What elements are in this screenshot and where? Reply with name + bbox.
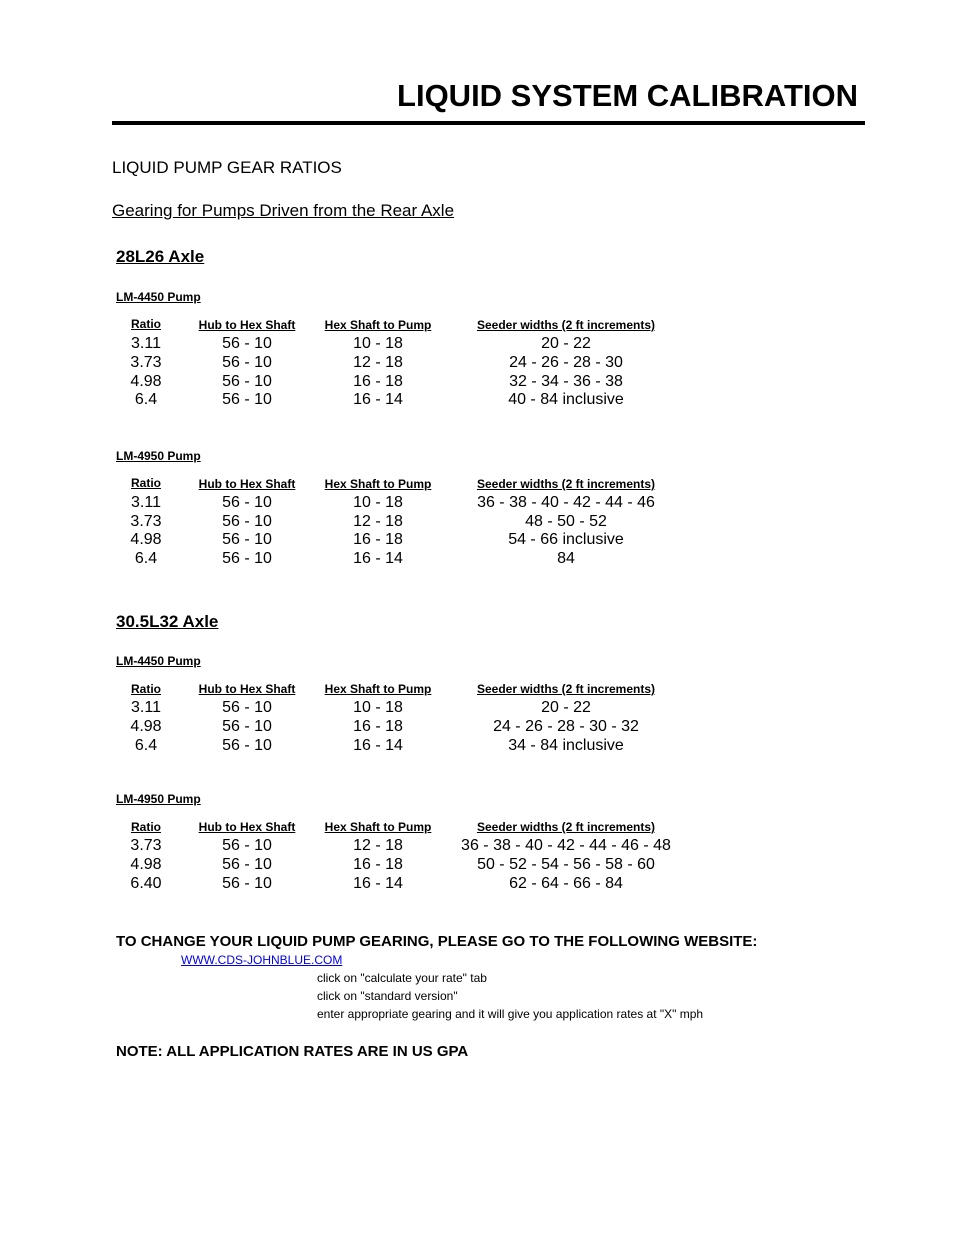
cell-ratio: 6.4 bbox=[134, 550, 158, 567]
units-note: NOTE: ALL APPLICATION RATES ARE IN US GPA bbox=[116, 1043, 469, 1060]
website-link[interactable]: WWW.CDS-JOHNBLUE.COM bbox=[181, 953, 343, 967]
cell-seeder: 20 - 22 bbox=[541, 699, 591, 716]
col-header-hub: Hub to Hex Shaft bbox=[198, 820, 296, 834]
col-header-hex: Hex Shaft to Pump bbox=[324, 318, 432, 332]
title-rule bbox=[112, 121, 865, 125]
cell-ratio: 6.4 bbox=[134, 391, 158, 408]
cell-hub: 56 - 10 bbox=[222, 335, 272, 352]
cell-hub: 56 - 10 bbox=[222, 494, 272, 511]
cell-hex: 16 - 14 bbox=[353, 550, 403, 567]
cell-hub: 56 - 10 bbox=[222, 391, 272, 408]
cell-hex: 10 - 18 bbox=[353, 335, 403, 352]
instruction-step: enter appropriate gearing and it will give you application rates at "X" mph bbox=[317, 1007, 704, 1021]
cell-hub: 56 - 10 bbox=[222, 354, 272, 371]
cell-ratio: 4.98 bbox=[130, 531, 162, 548]
cell-ratio: 3.73 bbox=[130, 837, 162, 854]
cell-hex: 10 - 18 bbox=[353, 699, 403, 716]
axle-heading-30-5l32: 30.5L32 Axle bbox=[116, 612, 219, 631]
instruction-step: click on "standard version" bbox=[317, 989, 458, 1003]
cell-ratio: 3.73 bbox=[130, 354, 162, 371]
cell-hex: 16 - 14 bbox=[353, 391, 403, 408]
subheading: Gearing for Pumps Driven from the Rear Axle bbox=[112, 201, 455, 220]
cell-ratio: 3.11 bbox=[131, 494, 161, 511]
cell-hub: 56 - 10 bbox=[222, 856, 272, 873]
col-header-ratio: Ratio bbox=[131, 476, 161, 490]
col-header-hub: Hub to Hex Shaft bbox=[198, 682, 296, 696]
cell-seeder: 32 - 34 - 36 - 38 bbox=[509, 373, 623, 390]
cell-hub: 56 - 10 bbox=[222, 718, 272, 735]
cell-seeder: 50 - 52 - 54 - 56 - 58 - 60 bbox=[477, 856, 655, 873]
cell-ratio: 3.11 bbox=[131, 699, 161, 716]
col-header-ratio: Ratio bbox=[131, 682, 161, 696]
cell-ratio: 4.98 bbox=[130, 718, 162, 735]
cell-seeder: 36 - 38 - 40 - 42 - 44 - 46 - 48 bbox=[461, 837, 671, 854]
cell-hub: 56 - 10 bbox=[222, 513, 272, 530]
cell-seeder: 48 - 50 - 52 bbox=[525, 513, 607, 530]
col-header-hex: Hex Shaft to Pump bbox=[324, 820, 432, 834]
cell-ratio: 3.11 bbox=[131, 335, 161, 352]
col-header-hub: Hub to Hex Shaft bbox=[198, 318, 296, 332]
cell-hub: 56 - 10 bbox=[222, 550, 272, 567]
cell-hex: 16 - 14 bbox=[353, 737, 403, 754]
page-title: LIQUID SYSTEM CALIBRATION bbox=[397, 78, 858, 113]
cell-hub: 56 - 10 bbox=[222, 837, 272, 854]
col-header-ratio: Ratio bbox=[131, 820, 161, 834]
col-header-seeder: Seeder widths (2 ft increments) bbox=[476, 682, 656, 696]
col-header-seeder: Seeder widths (2 ft increments) bbox=[476, 477, 656, 491]
pump-label: LM-4450 Pump bbox=[116, 290, 201, 304]
cell-ratio: 4.98 bbox=[130, 373, 162, 390]
cell-hex: 16 - 18 bbox=[353, 856, 403, 873]
website-notice: TO CHANGE YOUR LIQUID PUMP GEARING, PLEASE GO TO THE FOLLOWING WEBSITE: bbox=[116, 933, 758, 950]
cell-hex: 16 - 14 bbox=[353, 875, 403, 892]
cell-hub: 56 - 10 bbox=[222, 531, 272, 548]
cell-hub: 56 - 10 bbox=[222, 373, 272, 390]
cell-seeder: 62 - 64 - 66 - 84 bbox=[509, 875, 623, 892]
cell-hub: 56 - 10 bbox=[222, 699, 272, 716]
col-header-seeder: Seeder widths (2 ft increments) bbox=[476, 820, 656, 834]
cell-seeder: 40 - 84 inclusive bbox=[508, 391, 624, 408]
col-header-ratio: Ratio bbox=[131, 317, 161, 331]
cell-ratio: 4.98 bbox=[130, 856, 162, 873]
cell-hex: 10 - 18 bbox=[353, 494, 403, 511]
cell-hex: 12 - 18 bbox=[353, 354, 403, 371]
cell-hex: 16 - 18 bbox=[353, 531, 403, 548]
col-header-hex: Hex Shaft to Pump bbox=[324, 682, 432, 696]
instruction-step: click on "calculate your rate" tab bbox=[317, 971, 487, 985]
col-header-hex: Hex Shaft to Pump bbox=[324, 477, 432, 491]
cell-seeder: 36 - 38 - 40 - 42 - 44 - 46 bbox=[477, 494, 655, 511]
pump-label: LM-4950 Pump bbox=[116, 449, 201, 463]
cell-seeder: 34 - 84 inclusive bbox=[508, 737, 624, 754]
cell-hex: 12 - 18 bbox=[353, 513, 403, 530]
cell-seeder: 54 - 66 inclusive bbox=[508, 531, 624, 548]
cell-hub: 56 - 10 bbox=[222, 737, 272, 754]
cell-ratio: 6.4 bbox=[134, 737, 158, 754]
pump-label: LM-4950 Pump bbox=[116, 792, 201, 806]
col-header-hub: Hub to Hex Shaft bbox=[198, 477, 296, 491]
cell-hex: 16 - 18 bbox=[353, 718, 403, 735]
cell-hex: 16 - 18 bbox=[353, 373, 403, 390]
cell-seeder: 24 - 26 - 28 - 30 - 32 bbox=[493, 718, 639, 735]
cell-ratio: 6.40 bbox=[130, 875, 162, 892]
col-header-seeder: Seeder widths (2 ft increments) bbox=[476, 318, 656, 332]
pump-label: LM-4450 Pump bbox=[116, 654, 201, 668]
cell-seeder: 84 bbox=[557, 550, 575, 567]
cell-seeder: 24 - 26 - 28 - 30 bbox=[509, 354, 623, 371]
cell-hub: 56 - 10 bbox=[222, 875, 272, 892]
cell-seeder: 20 - 22 bbox=[541, 335, 591, 352]
axle-heading-28l26: 28L26 Axle bbox=[116, 247, 205, 266]
cell-hex: 12 - 18 bbox=[353, 837, 403, 854]
section-heading: LIQUID PUMP GEAR RATIOS bbox=[112, 158, 342, 177]
cell-ratio: 3.73 bbox=[130, 513, 162, 530]
